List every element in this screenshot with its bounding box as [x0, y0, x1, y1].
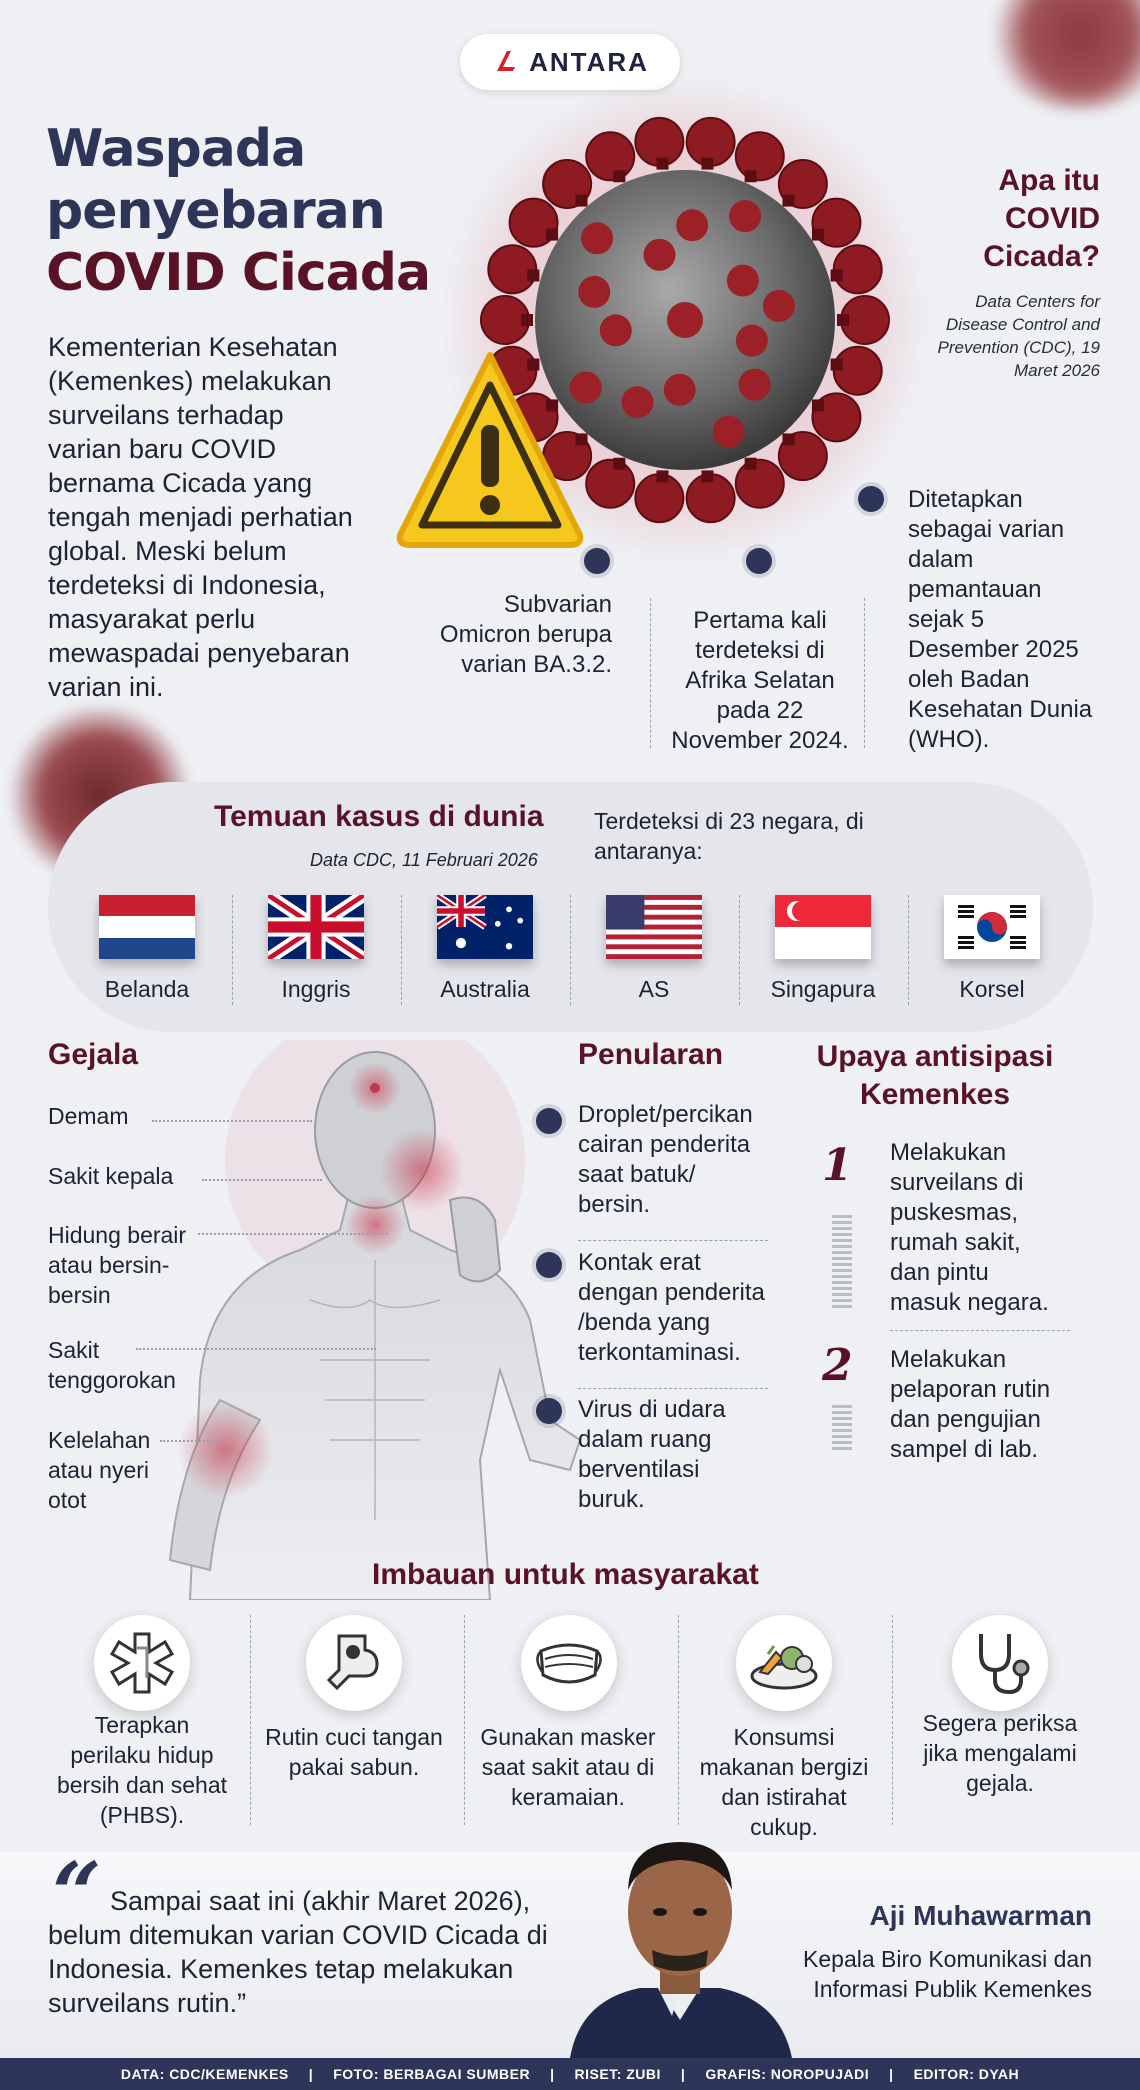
cleanliness-icon	[94, 1615, 190, 1711]
title-line-2: penyebaran	[46, 181, 385, 241]
transmission-item: Virus di udara dalam ruang berventilasi buruk.	[578, 1396, 726, 1513]
transmission-marker-1	[536, 1108, 562, 1134]
anticipation-divider	[890, 1330, 1070, 1331]
symptom-leader	[152, 1120, 312, 1122]
advice-heading: Imbauan untuk masyarakat	[372, 1558, 759, 1591]
flag-united-states	[606, 895, 702, 959]
credit-research: RISET: ZUBI	[574, 2066, 661, 2082]
advice-divider-4	[892, 1615, 893, 1825]
flag-singapore	[775, 895, 871, 959]
anticipation-heading: Upaya antisipasi Kemenkes	[816, 1040, 1054, 1111]
credits-footer	[0, 2058, 1140, 2090]
symptom-leader	[202, 1179, 322, 1181]
transmission-heading: Penularan	[578, 1038, 724, 1071]
credit-data: DATA: CDC/KEMENKES	[120, 2066, 289, 2082]
flag-divider-1	[232, 895, 233, 1005]
credit-photo: FOTO: BERBAGAI SUMBER	[333, 2066, 531, 2082]
credit-separator: |	[680, 2066, 686, 2082]
mask-icon	[521, 1615, 617, 1711]
fact-divider-1	[650, 598, 651, 748]
flag-united-kingdom	[268, 895, 364, 959]
advice-divider-1	[250, 1615, 251, 1825]
advice-divider-3	[678, 1615, 679, 1825]
quote-body: Sampai saat ini (akhir Maret 2026), belum ditemukan varian COVID Cicada di Indonesia. Kemenkes tetap melakukan surveilans rutin.”	[48, 1886, 548, 2018]
stethoscope-icon	[952, 1615, 1048, 1711]
what-heading: Apa itu COVID Cicada?	[983, 164, 1100, 273]
symptom-leader	[160, 1440, 220, 1442]
symptoms-heading: Gejala	[48, 1038, 139, 1071]
transmission-item: Droplet/percikan cairan penderita saat batuk/ bersin.	[578, 1101, 753, 1218]
transmission-divider-1	[578, 1240, 768, 1241]
flag-divider-5	[908, 895, 909, 1005]
country-label: Singapura	[770, 976, 876, 1002]
warning-icon	[390, 345, 590, 555]
credit-editor: EDITOR: DYAH	[913, 2066, 1020, 2082]
fact-3: Ditetapkan sebagai varian dalam pemantauan sejak 5 Desember 2025 oleh Badan Kesehatan Dunia (WHO).	[908, 486, 1093, 753]
credit-separator: |	[308, 2066, 314, 2082]
anticipation-bar-2	[832, 1405, 852, 1453]
advice-item: Konsumsi makanan bergizi dan istirahat cukup.	[699, 1724, 869, 1840]
flag-divider-2	[401, 895, 402, 1005]
flag-south-korea	[944, 895, 1040, 959]
spokesperson-portrait	[560, 1820, 800, 2058]
intro-paragraph: Kementerian Kesehatan (Kemenkes) melakukan surveilans terhadap varian baru COVID bernama Cicada yang tengah menjadi perhatian global. Meski belum terdeteksi di Indonesia, masyarakat perlu mewaspadai penyebaran varian ini.	[48, 332, 353, 702]
flag-divider-4	[739, 895, 740, 1005]
title-line-1: Waspada	[46, 119, 306, 179]
country-label: Australia	[440, 976, 530, 1002]
flag-divider-3	[570, 895, 571, 1005]
anticipation-number-2: 2	[822, 1340, 853, 1391]
anticipation-item-2: Melakukan pelaporan rutin dan pengujian sampel di lab.	[890, 1346, 1051, 1463]
symptom-item: Hidung berair atau bersin-bersin	[48, 1222, 187, 1308]
credit-graphics: GRAFIS: NOROPUJADI	[705, 2066, 870, 2082]
symptom-item: Sakit kepala	[48, 1163, 174, 1189]
fact-2: Pertama kali terdeteksi di Afrika Selatan pada 22 November 2024.	[671, 607, 849, 754]
what-source: Data Centers for Disease Control and Prevention (CDC), 19 Maret 2026	[937, 292, 1100, 380]
advice-item: Terapkan perilaku hidup bersih dan sehat (PHBS).	[56, 1712, 228, 1828]
cases-heading: Temuan kasus di dunia	[214, 800, 544, 833]
fact-marker-1	[584, 548, 610, 574]
food-icon	[736, 1615, 832, 1711]
quote-text	[48, 1884, 558, 2020]
symptom-item: Demam	[48, 1103, 129, 1129]
advice-item: Rutin cuci tangan pakai sabun.	[265, 1724, 443, 1780]
transmission-marker-2	[536, 1252, 562, 1278]
transmission-marker-3	[536, 1398, 562, 1424]
cases-source: Data CDC, 11 Februari 2026	[310, 850, 538, 870]
anticipation-item-1: Melakukan surveilans di puskesmas, rumah sakit, dan pintu masuk negara.	[890, 1139, 1049, 1316]
symptom-leader	[136, 1348, 376, 1350]
fact-1: Subvarian Omicron berupa varian BA.3.2.	[439, 591, 612, 678]
page-title	[46, 118, 430, 304]
flag-netherlands	[99, 895, 195, 959]
fact-marker-2	[746, 548, 772, 574]
country-label: Belanda	[104, 976, 190, 1002]
quote-mark: “	[52, 1844, 102, 1945]
spokesperson-name: Aji Muhawarman	[869, 1900, 1092, 1931]
blurred-virus-top-right	[985, 0, 1140, 110]
anticipation-number-1: 1	[822, 1140, 853, 1191]
advice-item: Gunakan masker saat sakit atau di keramaian.	[480, 1724, 656, 1810]
flag-australia	[437, 895, 533, 959]
fact-marker-3	[858, 486, 884, 512]
title-line-3: COVID Cicada	[46, 243, 431, 303]
cases-summary: Terdeteksi di 23 negara, di antaranya:	[594, 808, 864, 864]
fact-divider-2	[864, 598, 865, 748]
credit-separator: |	[550, 2066, 555, 2082]
symptom-item: Kelelahan atau nyeri otot	[48, 1427, 151, 1513]
handwash-icon	[306, 1615, 402, 1711]
country-label: Inggris	[281, 976, 351, 1002]
human-figure-illustration	[150, 1040, 590, 1600]
transmission-item: Kontak erat dengan penderita /benda yang terkontaminasi.	[578, 1249, 765, 1366]
country-label: Korsel	[959, 976, 1025, 1002]
spokesperson-role: Kepala Biro Komunikasi dan Informasi Publik Kemenkes	[803, 1946, 1092, 2002]
symptom-item: Sakit tenggorokan	[48, 1337, 176, 1393]
country-label: AS	[638, 976, 670, 1002]
credit-separator: |	[889, 2066, 894, 2082]
antara-mark-icon	[491, 47, 521, 77]
brand-name: ANTARA	[529, 46, 649, 77]
advice-divider-2	[464, 1615, 465, 1825]
advice-item: Segera periksa jika mengalami gejala.	[922, 1710, 1078, 1796]
transmission-divider-2	[578, 1388, 768, 1389]
symptom-leader	[198, 1233, 388, 1235]
anticipation-bar-1	[832, 1215, 852, 1310]
